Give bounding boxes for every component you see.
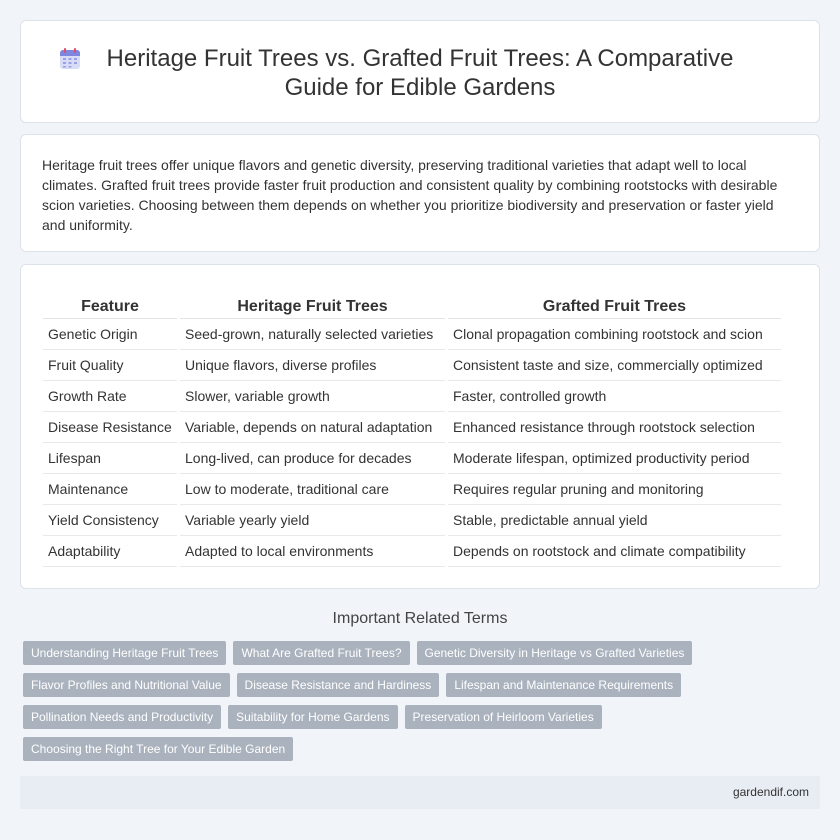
- related-term-tag[interactable]: Pollination Needs and Productivity: [23, 705, 221, 729]
- tag-row: [23, 673, 813, 697]
- table-cell: Adaptability: [43, 536, 177, 567]
- table-row: [43, 319, 781, 350]
- table-header-row: [43, 291, 781, 319]
- table-cell: Adapted to local environments: [180, 536, 445, 567]
- related-term-tag[interactable]: Choosing the Right Tree for Your Edible Garden: [23, 737, 293, 761]
- related-term-tag[interactable]: Lifespan and Maintenance Requirements: [446, 673, 681, 697]
- tag-row: [23, 641, 813, 665]
- table-cell: Lifespan: [43, 443, 177, 474]
- related-term-tag[interactable]: Flavor Profiles and Nutritional Value: [23, 673, 230, 697]
- site-domain[interactable]: gardendif.com: [732, 785, 809, 799]
- table-row: [43, 474, 781, 505]
- table-cell: Seed-grown, naturally selected varieties: [180, 319, 445, 350]
- table-row: [43, 381, 781, 412]
- table-cell: Clonal propagation combining rootstock and scion: [448, 319, 781, 350]
- table-cell: Stable, predictable annual yield: [448, 505, 781, 536]
- table-cell: Slower, variable growth: [180, 381, 445, 412]
- related-term-tag[interactable]: Understanding Heritage Fruit Trees: [23, 641, 226, 665]
- tag-row: [23, 705, 813, 729]
- table-cell: Genetic Origin: [43, 319, 177, 350]
- related-term-tag[interactable]: Genetic Diversity in Heritage vs Grafted Varieties: [417, 641, 693, 665]
- table-cell: Faster, controlled growth: [448, 381, 781, 412]
- footer: [20, 776, 820, 809]
- table-cell: Maintenance: [43, 474, 177, 505]
- table-row: [43, 443, 781, 474]
- related-terms-title: Important Related Terms: [332, 610, 508, 627]
- related-term-tag[interactable]: What Are Grafted Fruit Trees?: [233, 641, 409, 665]
- table-cell: Unique flavors, diverse profiles: [180, 350, 445, 381]
- comparison-table: [40, 291, 784, 567]
- related-term-tag[interactable]: Disease Resistance and Hardiness: [237, 673, 440, 697]
- table-cell: Requires regular pruning and monitoring: [448, 474, 781, 505]
- table-cell: Consistent taste and size, commercially optimized: [448, 350, 781, 381]
- tag-row: [23, 737, 813, 761]
- page-title: Heritage Fruit Trees vs. Grafted Fruit Trees: A Comparative Guide for Edible Gardens: [106, 45, 734, 101]
- column-header-grafted: Grafted Fruit Trees: [448, 291, 781, 319]
- table-cell: Enhanced resistance through rootstock selection: [448, 412, 781, 443]
- intro-paragraph: Heritage fruit trees offer unique flavors and genetic diversity, preserving traditional varieties that adapt well to local climates. Grafted fruit trees provide faster fruit production and consistent quality by combining rootstocks with desirable scion varieties. Choosing between them depends on whether you prioritize biodiversity and preservation or faster yield and uniformity.: [42, 157, 778, 233]
- table-cell: Variable, depends on natural adaptation: [180, 412, 445, 443]
- table-cell: Disease Resistance: [43, 412, 177, 443]
- related-term-tag[interactable]: Preservation of Heirloom Varieties: [405, 705, 602, 729]
- header-card: [20, 20, 820, 123]
- table-row: [43, 505, 781, 536]
- table-row: [43, 536, 781, 567]
- column-header-feature: Feature: [43, 291, 177, 319]
- table-cell: Moderate lifespan, optimized productivity period: [448, 443, 781, 474]
- table-row: [43, 412, 781, 443]
- related-term-tag[interactable]: Suitability for Home Gardens: [228, 705, 397, 729]
- table-cell: Fruit Quality: [43, 350, 177, 381]
- table-cell: Growth Rate: [43, 381, 177, 412]
- table-row: [43, 350, 781, 381]
- table-cell: Long-lived, can produce for decades: [180, 443, 445, 474]
- intro-card: [20, 134, 820, 252]
- table-cell: Variable yearly yield: [180, 505, 445, 536]
- comparison-table-card: [20, 264, 820, 589]
- column-header-heritage: Heritage Fruit Trees: [180, 291, 445, 319]
- table-cell: Low to moderate, traditional care: [180, 474, 445, 505]
- table-cell: Yield Consistency: [43, 505, 177, 536]
- table-cell: Depends on rootstock and climate compatibility: [448, 536, 781, 567]
- related-terms-list: [23, 641, 813, 769]
